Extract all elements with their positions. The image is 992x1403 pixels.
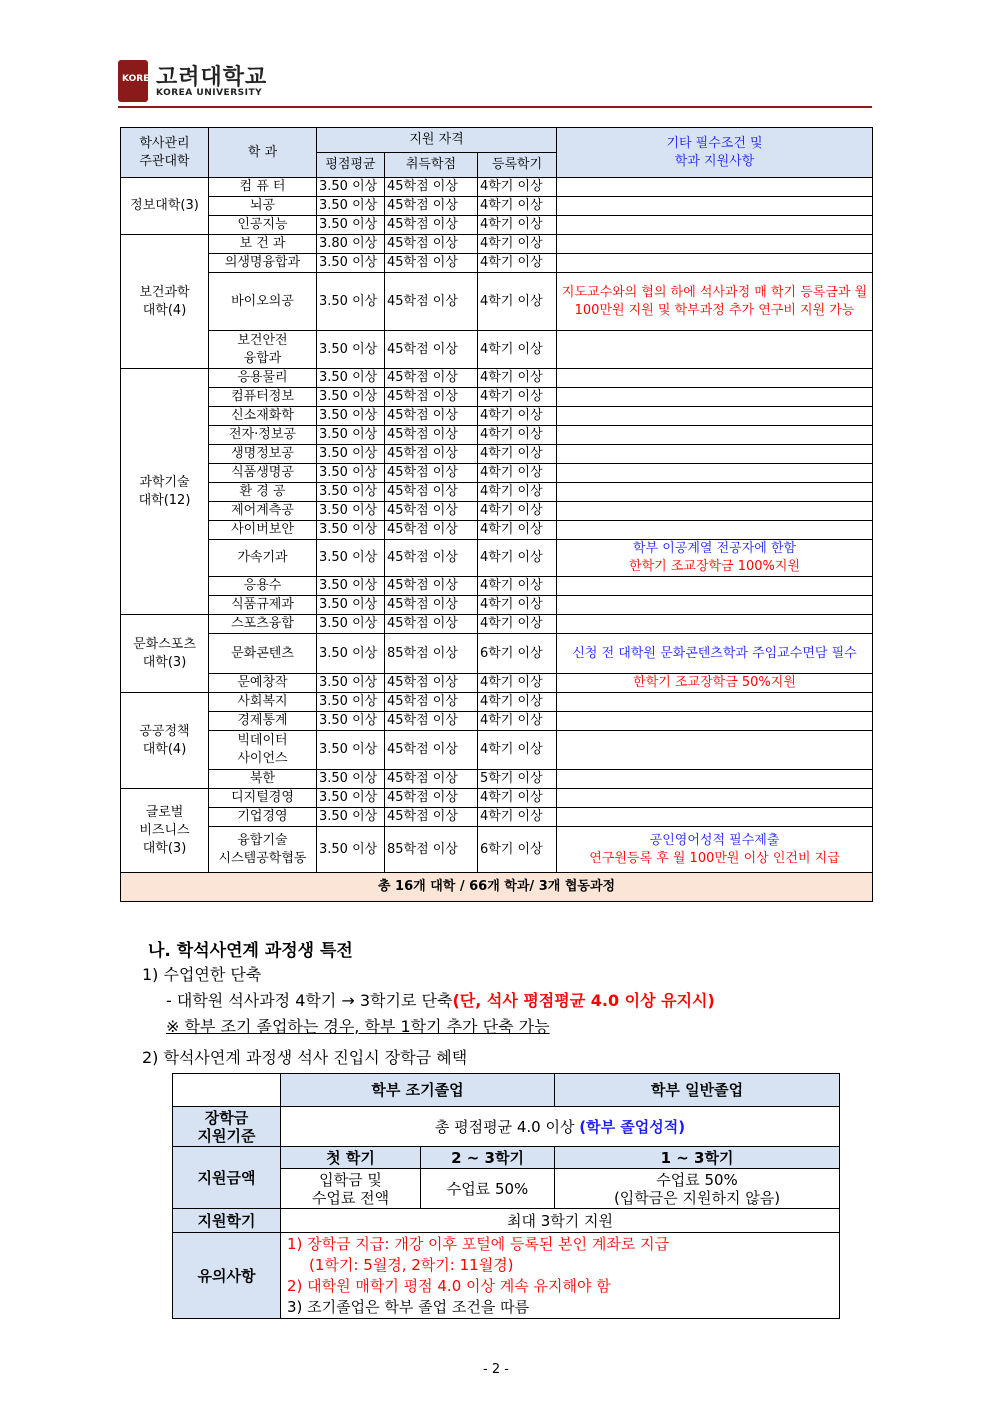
- table-row: [121, 445, 873, 464]
- dept-cell: 컴 퓨 터: [209, 178, 317, 197]
- semester-cell: 4학기 이상: [478, 693, 557, 712]
- credits-cell: 85학점 이상: [385, 634, 478, 674]
- note-cell: [557, 596, 873, 615]
- dept-cell: 생명정보공: [209, 445, 317, 464]
- credits-cell: 45학점 이상: [385, 388, 478, 407]
- dept-cell: 인공지능: [209, 216, 317, 235]
- dept-cell: 융합기술 시스템공학협동: [209, 827, 317, 873]
- note-cell: 한학기 조교장학금 50%지원: [557, 674, 873, 693]
- term-value: 최대 3학기 지원: [281, 1209, 840, 1233]
- dept-cell: 북한: [209, 770, 317, 789]
- header-gpa: 평점평균: [317, 153, 385, 178]
- gpa-cell: 3.50 이상: [317, 483, 385, 502]
- dept-cell: 가속기과: [209, 540, 317, 577]
- notes-value: [281, 1233, 840, 1319]
- table-row: [121, 521, 873, 540]
- note-cell: [557, 331, 873, 369]
- semester-cell: 4학기 이상: [478, 789, 557, 808]
- gpa-cell: 3.50 이상: [317, 178, 385, 197]
- gpa-cell: 3.50 이상: [317, 216, 385, 235]
- note-cell: [557, 235, 873, 254]
- credits-cell: 45학점 이상: [385, 178, 478, 197]
- table-row: [121, 388, 873, 407]
- note-3: 3) 조기졸업은 학부 졸업 조건을 따름: [287, 1297, 530, 1316]
- table-row: [121, 712, 873, 731]
- table-row: [121, 254, 873, 273]
- table-row: [121, 197, 873, 216]
- benefit-item-1: 1) 수업연한 단축: [142, 965, 262, 984]
- semester-cell: 4학기 이상: [478, 464, 557, 483]
- semester-cell: 4학기 이상: [478, 712, 557, 731]
- credits-cell: 45학점 이상: [385, 197, 478, 216]
- credits-cell: 45학점 이상: [385, 615, 478, 634]
- note-cell: 공인영어성적 필수제출 연구원등록 후 월 100만원 이상 인건비 지급: [557, 827, 873, 873]
- note-cell: [557, 577, 873, 596]
- table-row: [121, 273, 873, 331]
- gpa-cell: 3.50 이상: [317, 712, 385, 731]
- note-cell: [557, 178, 873, 197]
- semester-1-3-header: 1 ~ 3학기: [555, 1147, 840, 1169]
- note-cell: [557, 615, 873, 634]
- semester-cell: 4학기 이상: [478, 254, 557, 273]
- semester-cell: 4학기 이상: [478, 521, 557, 540]
- dept-cell: 기업경영: [209, 808, 317, 827]
- note-cell: [557, 502, 873, 521]
- table-row: [121, 808, 873, 827]
- gpa-cell: 3.50 이상: [317, 827, 385, 873]
- semester-cell: 4학기 이상: [478, 388, 557, 407]
- gpa-cell: 3.50 이상: [317, 596, 385, 615]
- dept-cell: 식품규제과: [209, 596, 317, 615]
- semester-cell: 4학기 이상: [478, 731, 557, 770]
- table-row: [121, 407, 873, 426]
- credits-cell: 45학점 이상: [385, 254, 478, 273]
- header-divider: [118, 106, 872, 108]
- table-row: [121, 634, 873, 674]
- semester-cell: 4학기 이상: [478, 577, 557, 596]
- note-cell: [557, 789, 873, 808]
- table-row: [121, 502, 873, 521]
- note-1-dates: (1학기: 5월경, 2학기: 11월경): [309, 1255, 514, 1274]
- semester-cell: 4학기 이상: [478, 674, 557, 693]
- dept-cell: 보 건 과: [209, 235, 317, 254]
- dept-cell: 응용수: [209, 577, 317, 596]
- table-row: [121, 369, 873, 388]
- page-header: [118, 58, 872, 110]
- gpa-cell: 3.50 이상: [317, 521, 385, 540]
- credits-cell: 45학점 이상: [385, 674, 478, 693]
- gpa-cell: 3.50 이상: [317, 731, 385, 770]
- semester-cell: 4학기 이상: [478, 197, 557, 216]
- dept-cell: 뇌공: [209, 197, 317, 216]
- semester-cell: 4학기 이상: [478, 331, 557, 369]
- credits-cell: 45학점 이상: [385, 464, 478, 483]
- header-college: 학사관리 주관대학: [121, 128, 209, 178]
- note-cell: [557, 407, 873, 426]
- semester-cell: 5학기 이상: [478, 770, 557, 789]
- note-cell: [557, 483, 873, 502]
- dept-cell: 환 경 공: [209, 483, 317, 502]
- note-cell: [557, 693, 873, 712]
- credits-cell: 45학점 이상: [385, 369, 478, 388]
- first-semester-header: 첫 학기: [281, 1147, 421, 1169]
- table-row: [121, 770, 873, 789]
- gpa-cell: 3.50 이상: [317, 254, 385, 273]
- table-row: [121, 789, 873, 808]
- semester-cell: 6학기 이상: [478, 827, 557, 873]
- semester-cell: 4학기 이상: [478, 615, 557, 634]
- page-number: - 2 -: [483, 1362, 509, 1377]
- dept-cell: 사회복지: [209, 693, 317, 712]
- note-cell: [557, 808, 873, 827]
- semester-cell: 4학기 이상: [478, 483, 557, 502]
- criteria-value: 총 평점평균 4.0 이상 (학부 졸업성적): [281, 1107, 840, 1147]
- dept-cell: 빅데이터 사이언스: [209, 731, 317, 770]
- gpa-cell: 3.50 이상: [317, 273, 385, 331]
- table-row: [121, 331, 873, 369]
- gpa-cell: 3.50 이상: [317, 693, 385, 712]
- benefit-item-1-detail: - 대학원 석사과정 4학기 → 3학기로 단축(단, 석사 평점평균 4.0 이상 유지시): [166, 991, 715, 1010]
- credits-cell: 45학점 이상: [385, 577, 478, 596]
- blank-corner: [173, 1074, 281, 1107]
- dept-cell: 바이오의공: [209, 273, 317, 331]
- notes-label: 유의사항: [173, 1233, 281, 1319]
- college-cell: 보건과학 대학(4): [121, 235, 209, 369]
- dept-cell: 전자·정보공: [209, 426, 317, 445]
- credits-cell: 45학점 이상: [385, 808, 478, 827]
- note-cell: [557, 770, 873, 789]
- note-cell: [557, 464, 873, 483]
- note-cell: [557, 254, 873, 273]
- amount-semester-1-3: 수업료 50% (입학금은 지원하지 않음): [555, 1169, 840, 1209]
- university-emblem-icon: KOREA: [118, 60, 148, 102]
- gpa-cell: 3.50 이상: [317, 770, 385, 789]
- amount-label: 지원금액: [173, 1147, 281, 1209]
- gpa-cell: 3.50 이상: [317, 634, 385, 674]
- header-qualification: 지원 자격: [317, 128, 557, 153]
- semester-cell: 4학기 이상: [478, 216, 557, 235]
- note-cell: [557, 197, 873, 216]
- logo-english-text: KOREA UNIVERSITY: [156, 88, 263, 98]
- gpa-cell: 3.50 이상: [317, 502, 385, 521]
- criteria-label: 장학금 지원기준: [173, 1107, 281, 1147]
- note-1: 1) 장학금 지급: 개강 이후 포털에 등록된 본인 계좌로 지급: [287, 1234, 670, 1253]
- college-cell: 정보대학(3): [121, 178, 209, 235]
- semester-cell: 4학기 이상: [478, 540, 557, 577]
- table-row: [121, 426, 873, 445]
- benefit-item-1-note: ※ 학부 조기 졸업하는 경우, 학부 1학기 추가 단축 가능: [166, 1017, 550, 1036]
- credits-cell: 45학점 이상: [385, 693, 478, 712]
- note-2: 2) 대학원 매학기 평점 4.0 이상 계속 유지해야 함: [287, 1276, 611, 1295]
- semester-cell: 4학기 이상: [478, 596, 557, 615]
- gpa-cell: 3.50 이상: [317, 464, 385, 483]
- header-semester: 등록학기: [478, 153, 557, 178]
- gpa-cell: 3.50 이상: [317, 674, 385, 693]
- credits-cell: 45학점 이상: [385, 596, 478, 615]
- dept-cell: 스포츠융합: [209, 615, 317, 634]
- semester-cell: 4학기 이상: [478, 235, 557, 254]
- dept-cell: 문화콘텐츠: [209, 634, 317, 674]
- note-cell: [557, 388, 873, 407]
- total-row: [121, 873, 873, 902]
- gpa-cell: 3.50 이상: [317, 197, 385, 216]
- table-row: [121, 827, 873, 873]
- college-cell: 문화스포츠 대학(3): [121, 615, 209, 693]
- scholarship-table: [172, 1073, 840, 1319]
- credits-cell: 45학점 이상: [385, 331, 478, 369]
- note-cell: [557, 445, 873, 464]
- semester-2-3-header: 2 ~ 3학기: [421, 1147, 555, 1169]
- note-cell: [557, 712, 873, 731]
- amount-first-semester: 입학금 및 수업료 전액: [281, 1169, 421, 1209]
- credits-cell: 45학점 이상: [385, 502, 478, 521]
- note-cell: [557, 731, 873, 770]
- gpa-cell: 3.80 이상: [317, 235, 385, 254]
- gpa-cell: 3.50 이상: [317, 388, 385, 407]
- note-cell: [557, 426, 873, 445]
- table-row: [121, 235, 873, 254]
- note-cell: 학부 이공계열 전공자에 한함 한학기 조교장학금 100%지원: [557, 540, 873, 577]
- table-row: [121, 178, 873, 197]
- semester-cell: 4학기 이상: [478, 445, 557, 464]
- dept-cell: 제어계측공: [209, 502, 317, 521]
- dept-cell: 디지털경영: [209, 789, 317, 808]
- col-normal-graduation: 학부 일반졸업: [555, 1074, 840, 1107]
- gpa-cell: 3.50 이상: [317, 789, 385, 808]
- college-cell: 글로벌 비즈니스 대학(3): [121, 789, 209, 873]
- credits-cell: 85학점 이상: [385, 827, 478, 873]
- credits-cell: 45학점 이상: [385, 216, 478, 235]
- dept-cell: 사이버보안: [209, 521, 317, 540]
- table-row: [121, 615, 873, 634]
- credits-cell: 45학점 이상: [385, 712, 478, 731]
- col-early-graduation: 학부 조기졸업: [281, 1074, 555, 1107]
- table-row: [121, 216, 873, 235]
- eligibility-table: [120, 127, 873, 902]
- section-title: 나. 학석사연계 과정생 특전: [148, 941, 353, 961]
- gpa-cell: 3.50 이상: [317, 615, 385, 634]
- gpa-cell: 3.50 이상: [317, 577, 385, 596]
- credits-cell: 45학점 이상: [385, 235, 478, 254]
- dept-cell: 응용물리: [209, 369, 317, 388]
- total-summary: 총 16개 대학 / 66개 학과/ 3개 협동과정: [121, 873, 873, 902]
- table-row: [121, 577, 873, 596]
- dept-cell: 보건안전 융합과: [209, 331, 317, 369]
- credits-cell: 45학점 이상: [385, 521, 478, 540]
- credits-cell: 45학점 이상: [385, 273, 478, 331]
- table-row: [121, 731, 873, 770]
- gpa-cell: 3.50 이상: [317, 445, 385, 464]
- semester-cell: 4학기 이상: [478, 273, 557, 331]
- credits-cell: 45학점 이상: [385, 445, 478, 464]
- dept-cell: 식품생명공: [209, 464, 317, 483]
- credits-cell: 45학점 이상: [385, 483, 478, 502]
- dept-cell: 경제통계: [209, 712, 317, 731]
- gpa-cell: 3.50 이상: [317, 808, 385, 827]
- semester-cell: 4학기 이상: [478, 502, 557, 521]
- credits-cell: 45학점 이상: [385, 789, 478, 808]
- semester-cell: 6학기 이상: [478, 634, 557, 674]
- credits-cell: 45학점 이상: [385, 731, 478, 770]
- benefit-item-2: 2) 학석사연계 과정생 석사 진입시 장학금 혜택: [142, 1048, 468, 1067]
- term-label: 지원학기: [173, 1209, 281, 1233]
- credits-cell: 45학점 이상: [385, 426, 478, 445]
- logo-korean-text: 고려대학교: [156, 65, 268, 90]
- semester-cell: 4학기 이상: [478, 426, 557, 445]
- table-row: [121, 674, 873, 693]
- semester-cell: 4학기 이상: [478, 808, 557, 827]
- header-dept: 학 과: [209, 128, 317, 178]
- table-row: [121, 540, 873, 577]
- credits-cell: 45학점 이상: [385, 540, 478, 577]
- credits-cell: 45학점 이상: [385, 407, 478, 426]
- table-row: [121, 464, 873, 483]
- semester-cell: 4학기 이상: [478, 407, 557, 426]
- semester-cell: 4학기 이상: [478, 178, 557, 197]
- header-credits: 취득학점: [385, 153, 478, 178]
- table-row: [121, 483, 873, 502]
- dept-cell: 의생명융합과: [209, 254, 317, 273]
- credits-cell: 45학점 이상: [385, 770, 478, 789]
- college-cell: 공공정책 대학(4): [121, 693, 209, 789]
- dept-cell: 신소재화학: [209, 407, 317, 426]
- semester-cell: 4학기 이상: [478, 369, 557, 388]
- dept-cell: 컴퓨터정보: [209, 388, 317, 407]
- amount-semester-2-3: 수업료 50%: [421, 1169, 555, 1209]
- note-cell: 신청 전 대학원 문화콘텐츠학과 주임교수면담 필수: [557, 634, 873, 674]
- table-row: [121, 693, 873, 712]
- gpa-cell: 3.50 이상: [317, 407, 385, 426]
- note-cell: [557, 216, 873, 235]
- college-cell: 과학기술 대학(12): [121, 369, 209, 615]
- gpa-cell: 3.50 이상: [317, 540, 385, 577]
- note-cell: [557, 369, 873, 388]
- gpa-cell: 3.50 이상: [317, 369, 385, 388]
- note-cell: 지도교수와의 협의 하에 석사과정 매 학기 등록금과 월 100만원 지원 및 학부과정 추가 연구비 지원 가능: [557, 273, 873, 331]
- table-row: [121, 596, 873, 615]
- gpa-cell: 3.50 이상: [317, 426, 385, 445]
- dept-cell: 문예창작: [209, 674, 317, 693]
- gpa-cell: 3.50 이상: [317, 331, 385, 369]
- note-cell: [557, 521, 873, 540]
- header-etc: 기타 필수조건 및 학과 지원사항: [557, 128, 873, 178]
